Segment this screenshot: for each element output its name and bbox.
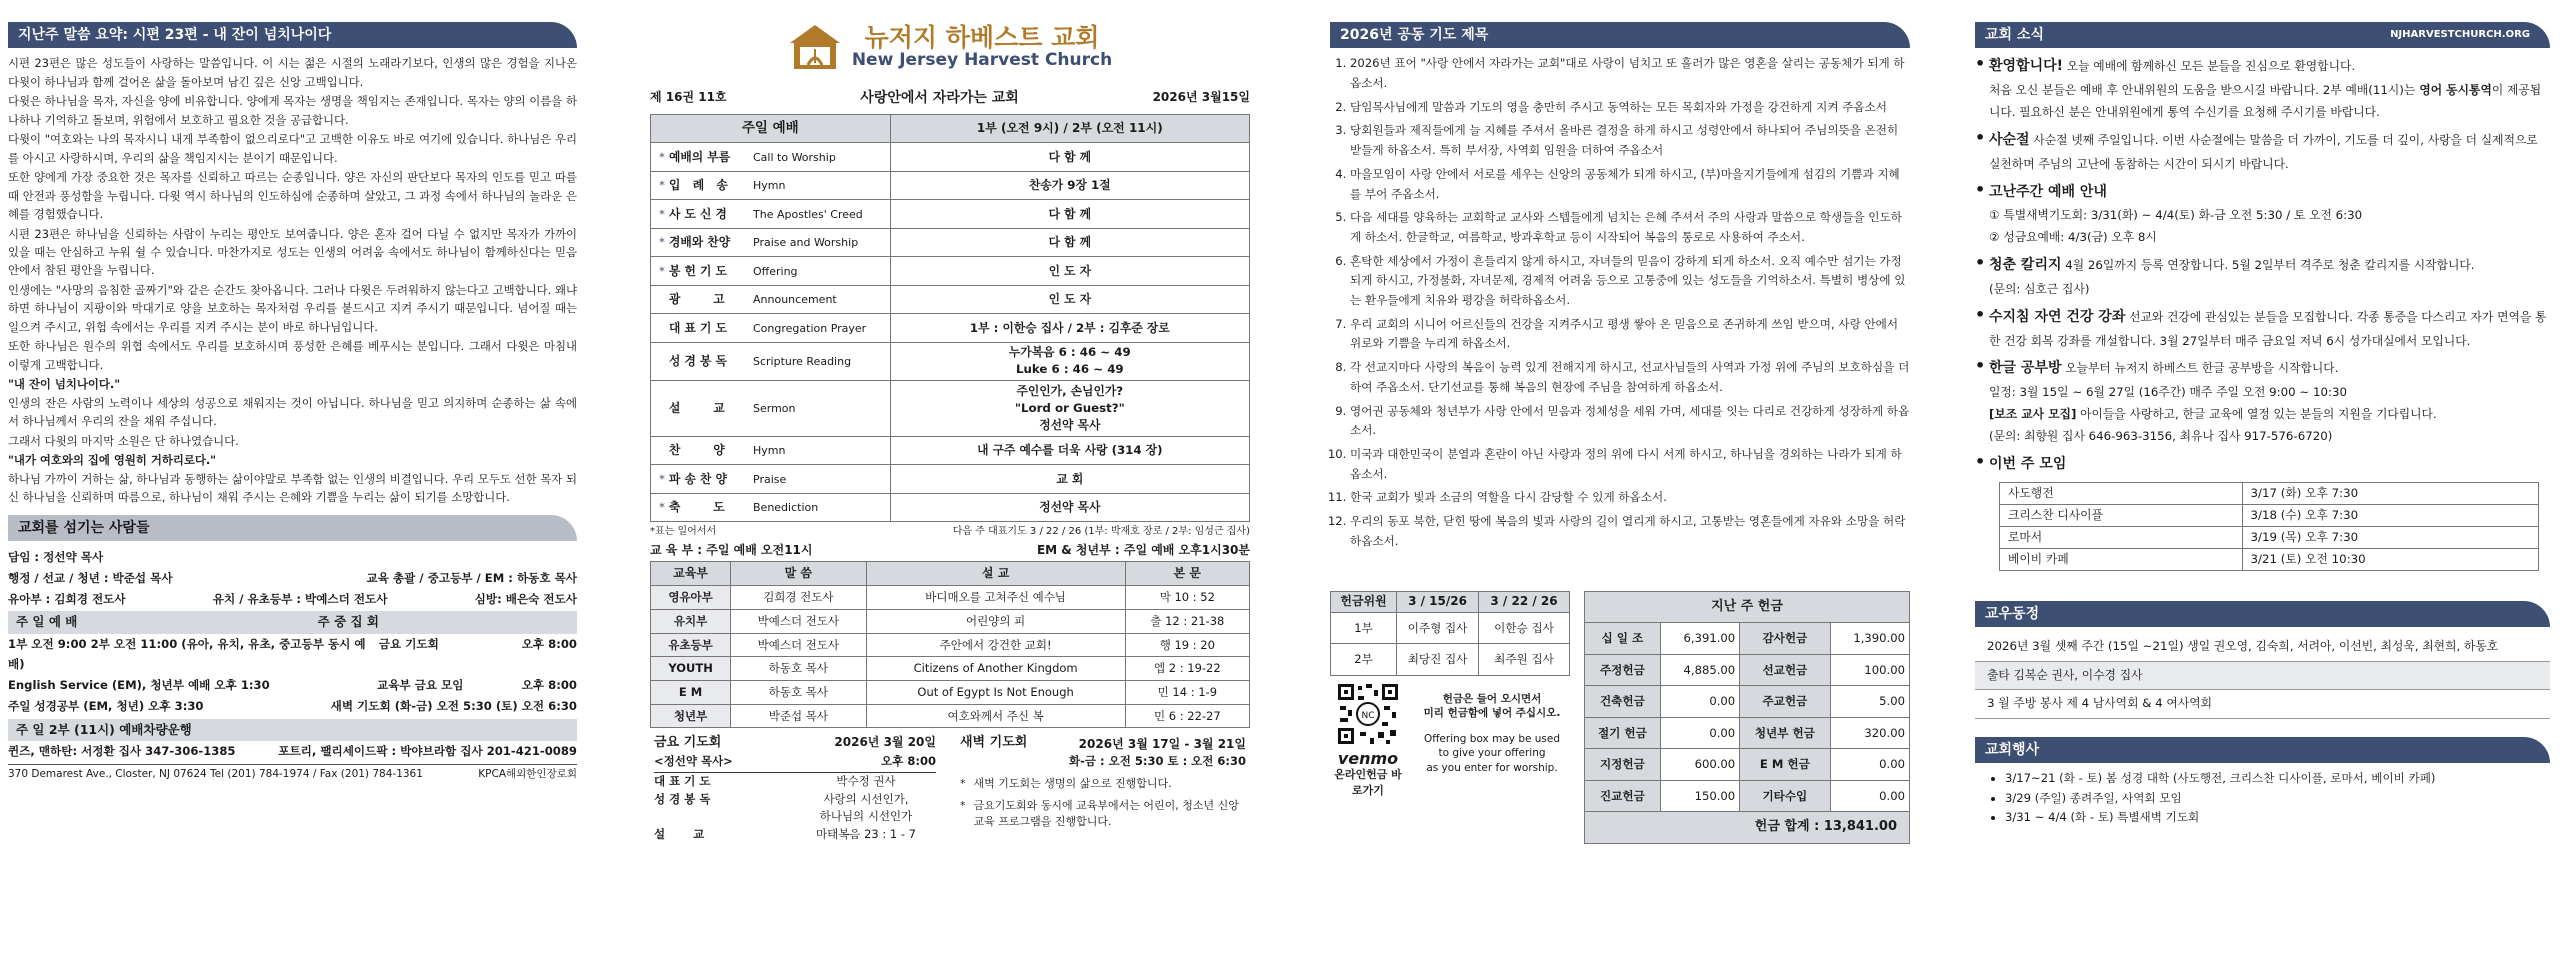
news-welcome: • 환영합니다! 오늘 예배에 함께하신 모든 분들을 진심으로 환영합니다. 처음 오신 분들은 예배 후 안내위원의 도움을 받으시길 바랍니다. 2부 예배(11시)는 영어 동시통역이 제공됩니다. 필요하신 분은 안내위원에게 통역 수신기를 요청해 주시기를 바랍니다. bbox=[1975, 54, 2550, 124]
news-header: 교회 소식 NJHARVESTCHURCH.ORG bbox=[1975, 22, 2550, 48]
staff-admin: 행정 / 선교 / 청년 : 박준섭 목사 bbox=[8, 570, 173, 585]
prayer-offering-panel: 2026년 공동 기도 제목 1. 2026년 표어 "사랑 안에서 자라가는 교회"대로 사랑이 넘치고 또 흘러가 많은 영혼을 살리는 공동체가 되게 하옵소서. 2. 담임목사님에게 말씀과 기도의 영을 충만히 주시고 동역하는 모든 목회자와 가정을 강건하게 지켜 주옵소서 3. 당회원들과 제직들에게 늘 지혜를 주셔서 올바른 결정을 하게 하시고 성령안에서 하나되어 주님의뜻을 온전히 받들게 하옵소서. 특히 부서장, 사역회 임원을 더하여 주옵소서 4. 마을모임이 사랑 안에서 서로를 세우는 신앙의 공동체가 되게 하시고, (부)마을지기들에게 섬김의 기쁨과 지혜를 부어 주옵소서. 5. 다음 세대를 양육하는 교회학교 교사와 스텝들에게 넘치는 은혜 주셔서 주의 사랑과 말씀으로 학생들을 인도하게 하소서. 한글학교, 여름학교, 방과후학교 등이 시작되어 복음의 통로로 사용하여 주소서. 6. 혼탁한 세상에서 가정이 흔들리지 않게 하시고, 자녀들의 믿음이 강하게 되게 하소서. 오직 예수만 섬기는 가정되게 하시고, 가정불화, 자녀문제, 경제적 어려움 등으로 고통중에 있는 성도들을 기억하소서. 특별히 병상에 있는 환우들에게 치유와 평강을 허락하옵소서. 7. 우리 교회의 시니어 어르신들의 건강을 지켜주시고 평생 쌓아 온 믿음으로 존귀하게 쓰임 받으며, 사랑 안에서 위로와 기쁨을 누리게 하옵소서. 8. 각 선교지마다 사랑의 복음이 능력 있게 전해지게 하시고, 선교사님들의 사역과 가정 위에 주님의 보호하심을 더하여 주옵소서. 단기선교를 통해 복음의 현장에 주님을 참여하게 하옵소서. 9. 영어권 공동체와 청년부가 사랑 안에서 믿음과 정체성을 세워 가며, 세대를 잇는 다리로 건강하게 성장하게 하옵소서. 10. 미국과 대한민국이 분열과 혼란이 아닌 사랑과 정의 위에 다시 서게 하시고, 하나님을 경외하는 나라가 되게 하옵소서. 11. 한국 교회가 빛과 소금의 역할을 다시 감당할 수 있게 하옵소서. 12. 우리의 동포 북한, 닫힌 땅에 복음의 빛과 사랑의 길이 열리게 하시고, 고통받는 영혼들에게 자유와 소망을 허락하옵소서. 헌금위원 3 / 15/26 3 / 22 / 26 1부 이주형 집사 이한승 집사 2부 최당진 집사 최주원 집사 NC venmo 온라인헌금 바로가기 헌금은 들어 오시면서 미리 헌금함에 넣어 주십시오. Offering box may be used to give your offering as you enter for worship. 지난 주 헌금 십 일 조 6,391.00 감사헌금 1,390.00 주정헌금 4,885.00 선교헌금 100.00 건축헌금 0.00 주교헌금 5.00 절기 헌금 0.00 청년부 헌금 320.00 지정헌금 600.00 E M 헌금 0.00 진교헌금 150.00 기타수입 0.00 헌금 합계 : 13,841.00 bbox=[1320, 0, 1920, 977]
worship-order-row: * 사 도 신 경 The Apostles' Creed 다 함 께 bbox=[651, 200, 1250, 229]
worship-order-row: * 경배와 찬양 Praise and Worship 다 함 께 bbox=[651, 228, 1250, 257]
friday-prayer-box: 금요 기도회 2026년 3월 20일 <정선약 목사> 오후 8:00 대 표 기 도 박수정 권사 성 경 봉 독 사랑의 시선인가, 하나님의 시선인가 설 교 마태복음 23 : 1 - 7 bbox=[654, 735, 936, 842]
church-theme: 사랑안에서 자라가는 교회 bbox=[860, 90, 1019, 106]
education-row: 청년부 박준섭 목사 여호와께서 주신 복 민 6 : 22-27 bbox=[651, 704, 1250, 728]
prayer-item: 12. 우리의 동포 북한, 닫힌 땅에 복음의 빛과 사랑의 길이 열리게 하시고, 고통받는 영혼들에게 자유와 소망을 허락하옵소서. bbox=[1350, 512, 1910, 551]
worship-order-row: * 파 송 찬 양 Praise 교 회 bbox=[651, 465, 1250, 494]
prayer-item: 1. 2026년 표어 "사랑 안에서 자라가는 교회"대로 사랑이 넘치고 또 흘러가 많은 영혼을 살리는 공동체가 되게 하옵소서. bbox=[1350, 54, 1910, 93]
worship-order-table: 주일 예배 1부 (오전 9시) / 2부 (오전 11시) * 예배의 부름 Call to Worship 다 함 께 * 입 례 송 Hymn 찬송가 9장 1절 * 사 도 신 경 The Apostles' Creed 다 함 께 * 경배와 찬양 Praise and Worship 다 함 께 * 봉 헌 기 도 Offering 인 도 자 광 고 Announcement 인 도 자 대 표 기 도 Congregation Prayer 1부 : 이한승 집사 / 2부 : 김후준 장로 성 경 봉 독 Scripture Reading 누가복음 6 : 46 ~ 49 Luke 6 : 46 ~ 49 설 교 Sermon 주인인가, 손님인가? "Lord or Guest?" 정선약 목사 찬 양 Hymn 내 구주 예수를 더욱 사랑 (314 장) * 파 송 찬 양 Praise 교 회 * 축 도 Benediction 정선약 목사 bbox=[650, 114, 1250, 522]
svg-text:NC: NC bbox=[1361, 710, 1375, 721]
prayer-item: 9. 영어권 공동체와 청년부가 사랑 안에서 믿음과 정체성을 세워 가며, 세대를 잇는 다리로 건강하게 성장하게 하옵소서. bbox=[1350, 402, 1910, 441]
sermon-paragraph: 다윗이 "여호와는 나의 목자시니 내게 부족함이 없으리로다"고 고백한 이유도 바로 여기에 있습니다. 하나님은 우리를 아시고 사랑하시며, 우리의 삶을 책임지시는 분이기 때문입니다. bbox=[8, 132, 577, 165]
worship-order-row: * 축 도 Benediction 정선약 목사 bbox=[651, 493, 1250, 522]
sermon-paragraph: 시편 23편은 하나님을 신뢰하는 사람이 누리는 평안도 보여줍니다. 양은 혼자 걸어 다닐 수 없지만 목자가 가까이 있을 때는 안심하고 누워 쉴 수 있습니다. 마찬가지로 성도는 인생의 어려움 속에서도 하나님이 함께하신다는 믿음 안에서 참된 평안을 누립니다. bbox=[8, 226, 577, 278]
worship-order-row: 설 교 Sermon 주인인가, 손님인가? "Lord or Guest?" 정선약 목사 bbox=[651, 380, 1250, 436]
worship-order-row: * 예배의 부름 Call to Worship 다 함 께 bbox=[651, 143, 1250, 172]
sermon-paragraph: 시편 23편은 많은 성도들이 사랑하는 말씀입니다. 이 시는 젊은 시절의 노래라기보다, 인생의 많은 경험을 지나온 다윗이 하나님과 함께 걸어온 삶을 돌아보며 남긴 깊은 신앙 고백입니다. bbox=[8, 56, 577, 89]
meeting-row: 로마서 3/19 (목) 오후 7:30 bbox=[2000, 526, 2539, 548]
venmo-logo: venmo bbox=[1337, 749, 1399, 769]
worship-order-row: * 입 례 송 Hymn 찬송가 9장 1절 bbox=[651, 171, 1250, 200]
dawn-prayer-box: 새벽 기도회 2026년 3월 17일 - 3월 21일 화-금 : 오전 5:30 토 : 오전 6:30 * 새벽 기도회는 생명의 삶으로 진행합니다. * 금요기도회와 동시에 교육부에서는 어린이, 청소년 신앙 교육 프로그램을 진행합니다. bbox=[960, 735, 1246, 828]
bulletin-cover-panel: 뉴저지 하베스트 교회 New Jersey Harvest Church 제 16권 11호 사랑안에서 자라가는 교회 2026년 3월15일 주일 예배 1부 (오전 9시) / 2부 (오전 11시) * 예배의 부름 Call to Worship 다 함 께 * 입 례 송 Hymn 찬송가 9장 1절 * 사 도 신 경 The Apostles' Creed 다 함 께 * 경배와 찬양 Praise and Worship 다 함 께 * 봉 헌 기 도 Offering 인 도 자 광 고 Announcement 인 도 자 대 표 기 도 Congregation Prayer 1부 : 이한승 집사 / 2부 : 김후준 장로 성 경 봉 독 Scripture Reading 누가복음 6 : 46 ~ 49 Luke 6 : 46 ~ 49 설 교 Sermon 주인인가, 손님인가? "Lord or Guest?" 정선약 목사 찬 양 Hymn 내 구주 예수를 더욱 사랑 (314 장) * 파 송 찬 양 Praise 교 회 * 축 도 Benediction 정선약 목사 *표는 일어서서 다음 주 대표기도 3 / 22 / 26 (1부: 박재호 장로 / 2부: 임성근 집사) 교 육 부 : 주일 예배 오전11시 EM & 청년부 : 주일 예배 오후1시30분 교육부 말 씀 설 교 본 문 영유아부 김희경 전도사 바디매오를 고쳐주신 예수님 막 10 : 52 유치부 박예스더 전도사 어린양의 피 출 12 : 21-38 유초등부 박예스더 전도사 주안에서 강건한 교회! 행 19 : 20 YOUTH 하동호 목사 Citizens of Another Kingdom 엡 2 : 19-22 E M 하동호 목사 Out of Egypt Is Not Enough 민 14 : 1-9 청년부 박준섭 목사 여호와께서 주신 복 민 6 : 22-27 금요 기도회 2026년 3월 20일 <정선약 목사> 오후 8:00 대 표 기 도 박수정 권사 성 경 봉 독 사랑의 시선인가, 하나님의 시선인가 설 교 마태복음 23 : 1 - 7 새벽 기도회 2026년 3월 17일 - 3월 21일 화-금 : 오전 5:30 토 : 오전 6:30 * 새벽 기도회는 생명의 삶으로 진행합니다. * 금요기도회와 동시에 교육부에서는 어린이, 청소년 신앙 교육 프로그램을 진행합니다. bbox=[640, 0, 1260, 977]
online-offering-link[interactable]: 온라인헌금 바로가기 bbox=[1334, 768, 1402, 798]
worship-order-row: 광 고 Announcement 인 도 자 bbox=[651, 285, 1250, 314]
church-news-panel bbox=[1965, 0, 2560, 977]
travel: 출타 김복순 권사, 이수경 집사 bbox=[1975, 662, 2550, 691]
news-holy-week: • 고난주간 예배 안내 ① 특별새벽기도회: 3/31(화) ~ 4/4(토) 화-금 오전 5:30 / 토 오전 6:30 ② 성금요예배: 4/3(금) 오후 8시 bbox=[1975, 180, 2550, 250]
bus-queens: 퀸즈, 맨하탄: 서정환 집사 347-306-1385 bbox=[8, 744, 236, 759]
event-item: • 3/29 (주일) 종려주일, 사역회 모임 bbox=[2005, 789, 2550, 809]
prayer-item: 7. 우리 교회의 시니어 어르신들의 건강을 지켜주시고 평생 쌓아 온 믿음으로 존귀하게 쓰임 받으며, 사랑 안에서 위로와 기쁨을 누리게 하옵소서. bbox=[1350, 315, 1910, 354]
events-header: 교회행사 bbox=[1975, 737, 2550, 763]
prayer-item: 5. 다음 세대를 양육하는 교회학교 교사와 스텝들에게 넘치는 은혜 주셔서 주의 사랑과 말씀으로 학생들을 인도하게 하소서. 한글학교, 여름학교, 방과후학교 등이 시작되어 복음의 통로로 사용하여 주소서. bbox=[1350, 208, 1910, 247]
news-korean-school: • 한글 공부방 오늘부터 뉴저지 하베스트 한글 공부방을 시작합니다. 일정: 3월 15일 ~ 6월 27일 (16주간) 매주 주일 오전 9:00 ~ 10:30 [보조 교사 모집] 아이들을 사랑하고, 한글 교육에 열정 있는 분들의 지원을 기다립니다. (문의: 최향원 집사 646-963-3156, 최유나 집사 917-576-6720) bbox=[1975, 356, 2550, 447]
education-schedule-table: 교육부 말 씀 설 교 본 문 영유아부 김희경 전도사 바디매오를 고쳐주신 예수님 막 10 : 52 유치부 박예스더 전도사 어린양의 피 출 12 : 21-38 유초등부 박예스더 전도사 주안에서 강건한 교회! 행 19 : 20 YOUTH 하동호 목사 Citizens of Another Kingdom 엡 2 : 19-22 E M 하동호 목사 Out of Egypt Is Not Enough 민 14 : 1-9 청년부 박준섭 목사 여호와께서 주신 복 민 6 : 22-27 bbox=[650, 561, 1250, 728]
education-row: 유초등부 박예스더 전도사 주안에서 강건한 교회! 행 19 : 20 bbox=[651, 633, 1250, 657]
news-list bbox=[1975, 54, 2550, 477]
sermon-paragraph: 또한 하나님은 원수의 위협 속에서도 우리를 보호하시며 풍성한 은혜를 베푸시는 분입니다. 그래서 다윗은 마침내 이렇게 고백합니다. bbox=[8, 339, 577, 372]
meeting-row: 사도행전 3/17 (화) 오후 7:30 bbox=[2000, 482, 2539, 504]
prayer-item: 4. 마을모임이 사랑 안에서 서로를 세우는 신앙의 공동체가 되게 하시고, (부)마을지기들에게 섬김의 기쁨과 지혜를 부어 주옵소서. bbox=[1350, 165, 1910, 204]
event-item: • 3/31 ~ 4/4 (화 - 토) 특별새벽 기도회 bbox=[2005, 808, 2550, 828]
worship-order-row: 성 경 봉 독 Scripture Reading 누가복음 6 : 46 ~ 49 Luke 6 : 46 ~ 49 bbox=[651, 342, 1250, 380]
prayer-item: 2. 담임목사님에게 말씀과 기도의 영을 충만히 주시고 동역하는 모든 목회자와 가정을 강건하게 지켜 주옵소서 bbox=[1350, 98, 1910, 118]
news-meetings: • 이번 주 모임 bbox=[1975, 452, 2550, 478]
worship-order-row: 찬 양 Hymn 내 구주 예수를 더욱 사랑 (314 장) bbox=[651, 436, 1250, 465]
ushers-table: 헌금위원 3 / 15/26 3 / 22 / 26 1부 이주형 집사 이한승 집사 2부 최당진 집사 최주원 집사 bbox=[1330, 591, 1570, 675]
prayer-item: 6. 혼탁한 세상에서 가정이 흔들리지 않게 하시고, 자녀들의 믿음이 강하게 되게 하소서. 오직 예수만 섬기는 가정되게 하시고, 가정불화, 자녀문제, 경제적 어려움 등으로 고통중에 있는 성도들을 기억하소서. 특별히 병상에 있는 환우들에게 치유와 평강을 허락하옵소서. bbox=[1350, 252, 1910, 311]
prayer-item: 8. 각 선교지마다 사랑의 복음이 능력 있게 전해지게 하시고, 선교사님들의 사역과 가정 위에 주님의 보호하심을 더하여 주옵소서. 단기선교를 통해 복음의 현장에 주님을 참여하게 하옵소서. bbox=[1350, 358, 1910, 397]
sermon-quote: "내 잔이 넘치나이다." bbox=[8, 377, 121, 392]
offering-row: 진교헌금 150.00 기타수입 0.00 bbox=[1585, 780, 1910, 812]
news-lent: • 사순절 사순절 넷째 주일입니다. 이번 사순절에는 말씀을 더 가까이, 기도를 더 깊이, 사랑을 더 실제적으로 실천하며 주님의 고난에 동참하는 시간이 되시기 바랍니다. bbox=[1975, 128, 2550, 176]
worship-order-row: 대 표 기 도 Congregation Prayer 1부 : 이한승 집사 / 2부 : 김후준 장로 bbox=[651, 314, 1250, 343]
event-item: • 3/17~21 (화 - 토) 봄 성경 대학 (사도행전, 크리스찬 디사이플, 로마서, 베이비 카페) bbox=[2005, 769, 2550, 789]
news-youth-college: • 청춘 칼리지 4월 26일까지 등록 연장합니다. 5월 2일부터 격주로 청춘 칼리지를 시작합니다. (문의: 심호근 집사) bbox=[1975, 253, 2550, 301]
usher-row: 1부 이주형 집사 이한승 집사 bbox=[1331, 612, 1570, 644]
staff-infant: 유아부 : 김희경 전도사 bbox=[8, 591, 126, 606]
staff-visit: 심방: 배은숙 전도사 bbox=[474, 591, 577, 606]
sermon-paragraph: 다윗은 하나님을 목자, 자신을 양에 비유합니다. 양에게 목자는 생명을 책임지는 존재입니다. 목자는 양의 이름을 하나하나 기억하고 돌보며, 위험에서 보호하고 필요한 것을 공급합니다. bbox=[8, 94, 577, 127]
usher-row: 2부 최당진 집사 최주원 집사 bbox=[1331, 644, 1570, 676]
meeting-row: 크리스찬 디사이플 3/18 (수) 오후 7:30 bbox=[2000, 504, 2539, 526]
sermon-summary-body bbox=[8, 54, 577, 506]
education-row: 영유아부 김희경 전도사 바디매오를 고쳐주신 예수님 막 10 : 52 bbox=[651, 586, 1250, 610]
sermon-paragraph: 인생의 잔은 사람의 노력이나 세상의 성공으로 채워지는 것이 아닙니다. 하나님을 믿고 의지하며 순종하는 삶 속에서 하나님께서 우리의 잔을 채워 주십니다. bbox=[8, 395, 577, 429]
events-list bbox=[2005, 769, 2550, 828]
staff-edu: 교육 총괄 / 중고등부 / EM : 하동호 목사 bbox=[366, 570, 577, 585]
church-name-ko: 뉴저지 하베스트 교회 bbox=[864, 22, 1100, 52]
bulletin-date: 2026년 3월15일 bbox=[1152, 90, 1250, 105]
prayer-item: 10. 미국과 대한민국이 분열과 혼란이 아닌 사랑과 정의 위에 다시 서게 하시고, 하나님을 경외하는 나라가 되게 하옵소서. bbox=[1350, 445, 1910, 484]
sermon-summary-panel: 지난주 말씀 요약: 시편 23편 - 내 잔이 넘치나이다 시편 23편은 많은 성도들이 사랑하는 말씀입니다. 이 시는 젊은 시절의 노래라기보다, 인생의 많은 경험을 지나온 다윗이 하나님과 함께 걸어온 삶을 돌아보며 남긴 깊은 신앙 고백입니다. 다윗은 하나님을 목자, 자신을 양에 비유합니다. 양에게 목자는 생명을 책임지는 존재입니다. 목자는 양의 이름을 하나하나 기억하고 돌보며, 위험에서 보호하고 필요한 것을 공급합니다. 다윗이 "여호와는 나의 목자시니 내게 부족함이 없으리로다"고 고백한 이유도 바로 여기에 있습니다. 하나님은 우리를 아시고 사랑하시며, 우리의 삶을 책임지시는 분이기 때문입니다. 또한 양에게 가장 중요한 것은 목자를 신뢰하고 따르는 순종입니다. 양은 자신의 판단보다 목자의 인도를 믿고 따를 때 안전과 풍성함을 누립니다. 다윗 역시 하나님의 인도하심에 순종하며 살았고, 그 과정 속에서 하나님의 놀라운 은혜를 경험했습니다. 시편 23편은 하나님을 신뢰하는 사람이 누리는 평안도 보여줍니다. 양은 혼자 걸어 다닐 수 없지만 목자가 가까이 있을 때는 안심하고 누워 쉴 수 있습니다. 마찬가지로 성도는 인생의 어려움 속에서도 하나님이 함께하신다는 믿음 안에서 참된 평안을 누립니다. 인생에는 "사망의 음침한 골짜기"와 같은 순간도 찾아옵니다. 그러나 다윗은 두려워하지 않는다고 고백합니다. 왜냐하면 하나님이 지팡이와 막대기로 양을 보호하는 목자처럼 우리를 붙드시고 지켜 주시기 때문입니다. 넘어질 때는 일으켜 주시고, 위험 속에서는 우리를 지켜 주시는 분이 바로 하나님입니다. 또한 하나님은 원수의 위협 속에서도 우리를 보호하시며 풍성한 은혜를 베푸시는 분입니다. 그래서 다윗은 마침내 이렇게 고백합니다. "내 잔이 넘치나이다." 인생의 잔은 사람의 노력이나 세상의 성공으로 채워지는 것이 아닙니다. 하나님을 믿고 의지하며 순종하는 삶 속에서 하나님께서 우리의 잔을 채워 주십니다. 그래서 다윗의 마지막 소원은 단 하나였습니다. "내가 여호와의 집에 영원히 거하리로다." 하나님 가까이 거하는 삶, 하나님과 동행하는 삶이야말로 부족함 없는 인생의 비결입니다. 우리 모두도 선한 목자 되신 하나님을 신뢰하며 따름으로, 하나님이 채워 주시는 은혜와 기쁨을 누리는 삶이 되기를 소망합니다. 교회를 섬기는 사람들 담임 : 정선약 목사 행정 / 선교 / 청년 : 박준섭 목사 교육 총괄 / 중고등부 / EM : 하동호 목사 유아부 : 김희경 전도사 유치 / 유초등부 : 박예스더 전도사 심방: 배은숙 전도사 주 일 예 배 주 중 집 회 1부 오전 9:00 2부 오전 11:00 (유아, 유치, 유초, 중고등부 동시 예배) 금요 기도회 오후 8:00 English Service (EM), 청년부 예배 오후 1:30 교육부 금요 모임 오후 8:00 주일 성경공부 (EM, 청년) 오후 3:30 새벽 기도회 (화-금) 오전 5:30 (토) 오전 6:30 주 일 2부 (11시) 예배차량운행 퀸즈, 맨하탄: 서정환 집사 347-306-1385 포트리, 팰리세이드팍 : 박야브라함 집사 201-421-0089 370 Demarest Ave., Closter, NJ 07624 Tel (201) 784-1974 / Fax (201) 784-1361 KPCA해외한인장로회 bbox=[0, 0, 585, 977]
offering-row: 절기 헌금 0.00 청년부 헌금 320.00 bbox=[1585, 717, 1910, 749]
worship-times-bar: 주 일 예 배 주 중 집 회 bbox=[8, 611, 577, 633]
footer-address: 370 Demarest Ave., Closter, NJ 07624 Tel (201) 784-1974 / Fax (201) 784-1361 KPCA해외한인장로회 bbox=[8, 764, 577, 782]
church-website[interactable]: NJHARVESTCHURCH.ORG bbox=[2390, 28, 2530, 40]
meetings-table bbox=[1999, 482, 2539, 571]
offering-table: 지난 주 헌금 십 일 조 6,391.00 감사헌금 1,390.00 주정헌금 4,885.00 선교헌금 100.00 건축헌금 0.00 주교헌금 5.00 절기 헌금 0.00 청년부 헌금 320.00 지정헌금 600.00 E M 헌금 0.00 진교헌금 150.00 기타수입 0.00 헌금 합계 : 13,841.00 bbox=[1584, 591, 1910, 844]
prayer-list bbox=[1350, 54, 1910, 551]
sermon-paragraph: 또한 양에게 가장 중요한 것은 목자를 신뢰하고 따르는 순종입니다. 양은 자신의 판단보다 목자의 인도를 믿고 따를 때 안전과 풍성함을 누립니다. 다윗 역시 하나님의 인도하심에 순종하며 살았고, 그 과정 속에서 하나님의 놀라운 은혜를 경험했습니다. bbox=[8, 170, 577, 222]
news-health-class: • 수지침 자연 건강 강좌 선교와 건강에 관심있는 분들을 모집합니다. 각종 통증을 다스리고 자가 면역을 통한 건강 회복 강좌를 개설합니다. 3월 27일부터 매주 금요일 저녁 6시 성가대실에서 모입니다. bbox=[1975, 305, 2550, 353]
pastor-line: 담임 : 정선약 목사 bbox=[8, 549, 104, 564]
bus-fortlee: 포트리, 팰리세이드팍 : 박야브라함 집사 201-421-0089 bbox=[278, 744, 577, 759]
education-row: YOUTH 하동호 목사 Citizens of Another Kingdom 엡 2 : 19-22 bbox=[651, 657, 1250, 681]
offering-row: 십 일 조 6,391.00 감사헌금 1,390.00 bbox=[1585, 623, 1910, 655]
sermon-paragraph: 인생에는 "사망의 음침한 골짜기"와 같은 순간도 찾아옵니다. 그러나 다윗은 두려워하지 않는다고 고백합니다. 왜냐하면 하나님이 지팡이와 막대기로 양을 보호하는 목자처럼 우리를 붙드시고 지켜 주시기 때문입니다. 넘어질 때는 일으켜 주시고, 위험 속에서는 우리를 지켜 주시는 분이 바로 하나님입니다. bbox=[8, 282, 577, 334]
issue-number: 제 16권 11호 bbox=[650, 90, 727, 105]
offering-total: 헌금 합계 : 13,841.00 bbox=[1585, 812, 1910, 844]
offering-row: 주정헌금 4,885.00 선교헌금 100.00 bbox=[1585, 654, 1910, 686]
kitchen-service: 3 월 주방 봉사 제 4 남사역회 & 4 여사역회 bbox=[1975, 690, 2550, 719]
prayer-header: 2026년 공동 기도 제목 bbox=[1330, 22, 1910, 48]
staff-kids: 유치 / 유초등부 : 박예스더 전도사 bbox=[212, 591, 388, 606]
prayer-item: 3. 당회원들과 제직들에게 늘 지혜를 주셔서 올바른 결정을 하게 하시고 성령안에서 하나되어 주님의뜻을 온전히 받들게 하옵소서. 특히 부서장, 사역회 임원을 더하여 주옵소서 bbox=[1350, 121, 1910, 160]
sermon-paragraph: 그래서 다윗의 마지막 소원은 단 하나였습니다. bbox=[8, 433, 239, 448]
birthdays: 2026년 3월 셋째 주간 (15일 ~21일) 생일 권오영, 김숙희, 서려아, 이선빈, 최성욱, 최현희, 하동호 bbox=[1975, 633, 2550, 662]
offering-row: 지정헌금 600.00 E M 헌금 0.00 bbox=[1585, 749, 1910, 781]
meeting-row: 베이비 카페 3/21 (토) 오전 10:30 bbox=[2000, 548, 2539, 570]
church-logo bbox=[650, 18, 1250, 76]
church-building-icon bbox=[788, 23, 842, 71]
church-name-en: New Jersey Harvest Church bbox=[851, 50, 1113, 71]
offering-row: 건축헌금 0.00 주교헌금 5.00 bbox=[1585, 686, 1910, 718]
servers-header: 교회를 섬기는 사람들 bbox=[8, 515, 577, 541]
venmo-qr-icon[interactable] bbox=[1336, 682, 1400, 746]
sermon-quote: "내가 여호와의 집에 영원히 거하리로다." bbox=[8, 453, 217, 468]
worship-order-row: * 봉 헌 기 도 Offering 인 도 자 bbox=[651, 257, 1250, 286]
member-news-header: 교우동정 bbox=[1975, 601, 2550, 627]
education-row: 유치부 박예스더 전도사 어린양의 피 출 12 : 21-38 bbox=[651, 609, 1250, 633]
sermon-paragraph: 하나님 가까이 거하는 삶, 하나님과 동행하는 삶이야말로 부족함 없는 인생의 비결입니다. 우리 모두도 선한 목자 되신 하나님을 신뢰하며 따름으로, 하나님이 채워 주시는 은혜와 기쁨을 누리는 삶이 되기를 소망합니다. bbox=[8, 471, 577, 505]
next-prayer-note: 다음 주 대표기도 3 / 22 / 26 (1부: 박재호 장로 / 2부: 임성근 집사) bbox=[952, 526, 1250, 538]
bus-header: 주 일 2부 (11시) 예배차량운행 bbox=[8, 719, 577, 741]
prayer-item: 11. 한국 교회가 빛과 소금의 역할을 다시 감당할 수 있게 하옵소서. bbox=[1350, 488, 1910, 508]
sermon-summary-header: 지난주 말씀 요약: 시편 23편 - 내 잔이 넘치나이다 bbox=[8, 22, 577, 48]
education-row: E M 하동호 목사 Out of Egypt Is Not Enough 민 14 : 1-9 bbox=[651, 680, 1250, 704]
